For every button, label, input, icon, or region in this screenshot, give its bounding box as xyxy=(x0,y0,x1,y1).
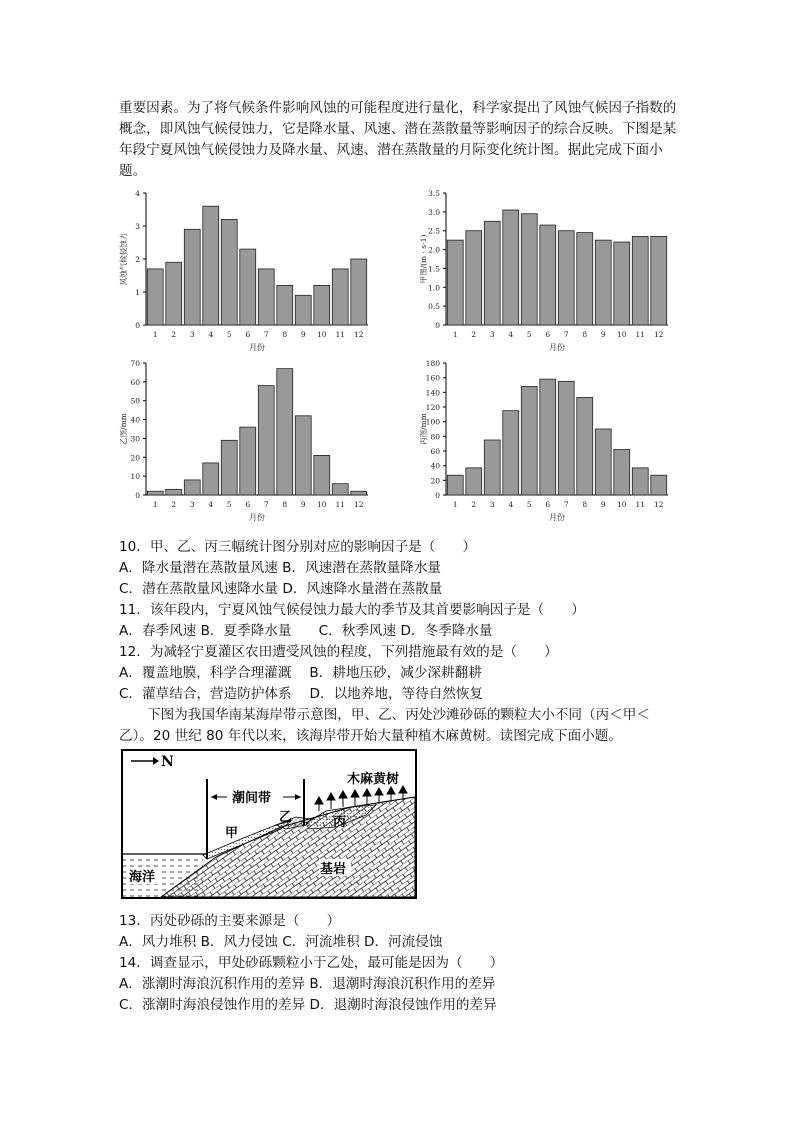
y-tick-label: 3.5 xyxy=(428,189,440,198)
y-tick-label: 60 xyxy=(130,377,140,387)
y-tick-label: 4 xyxy=(135,189,140,198)
bar xyxy=(577,397,593,495)
x-tick-label: 9 xyxy=(600,330,606,339)
bar xyxy=(632,468,648,495)
bar xyxy=(595,240,611,325)
x-tick-label: 3 xyxy=(489,330,495,339)
x-tick-label: 8 xyxy=(582,500,588,509)
x-tick-label: 2 xyxy=(471,500,477,509)
question-14: 14．调查显示，甲处砂砾颗粒小于乙处，最可能是因为（ ） xyxy=(119,955,504,971)
y-tick-label: 0 xyxy=(135,491,140,500)
question-10-options-ab: A．降水量潜在蒸散量风速 B．风速潜在蒸散量降水量 xyxy=(119,560,442,576)
x-tick-label: 6 xyxy=(545,500,551,509)
y-tick-label: 180 xyxy=(425,359,440,368)
tree-label: 木麻黄树 xyxy=(347,772,400,787)
x-axis-label: 月份 xyxy=(249,513,265,522)
x-tick-label: 6 xyxy=(245,330,251,339)
intro2-line2: 乙）。20 世纪 80 年代以来，该海岸带开始大量种植木麻黄树。读图完成下面小题。 xyxy=(119,728,622,744)
x-tick-label: 1 xyxy=(452,330,458,339)
y-tick-label: 40 xyxy=(130,415,140,425)
question-13-options: A．风力堆积 B．风力侵蚀 C．河流堆积 D．河流侵蚀 xyxy=(119,934,443,950)
x-tick-label: 2 xyxy=(471,330,477,339)
label-jia: 甲 xyxy=(225,826,239,841)
bar xyxy=(258,386,274,495)
x-tick-label: 12 xyxy=(653,330,664,339)
bar xyxy=(651,475,667,495)
y-tick-label: 1 xyxy=(135,288,140,297)
bar xyxy=(484,221,500,325)
x-tick-label: 7 xyxy=(263,330,269,339)
y-tick-label: 3.0 xyxy=(428,207,440,217)
x-tick-label: 5 xyxy=(226,500,232,509)
x-tick-label: 9 xyxy=(300,330,306,339)
bar xyxy=(258,269,274,325)
bar xyxy=(521,386,537,495)
y-tick-label: 30 xyxy=(130,434,140,444)
bar xyxy=(632,236,648,325)
bar xyxy=(503,210,519,325)
x-tick-label: 4 xyxy=(208,330,214,339)
question-14-options-ab: A．涨潮时海浪沉积作用的差异 B．退潮时海浪沉积作用的差异 xyxy=(119,976,496,992)
bar xyxy=(147,491,163,495)
bar xyxy=(314,455,330,495)
x-tick-label: 1 xyxy=(152,500,158,509)
x-tick-label: 3 xyxy=(189,330,195,339)
y-tick-label: 2.5 xyxy=(428,226,440,236)
question-12-options-cd: C．灌草结合，营造防护体系 D．以地养地，等待自然恢复 xyxy=(119,686,484,702)
label-bedrock: 基岩 xyxy=(320,862,347,877)
intro-paragraph: 重要因素。为了将气候条件影响风蚀的可能程度进行量化，科学家提出了风蚀气候因子指数的概念，即风蚀气候侵蚀力，它是降水量、风速、潜在蒸散量等影响因子的综合反映。下图是某年段宁夏风蚀气候侵蚀力及降水量、风速、潜在蒸散量的月际变化统计图。据此完成下面小题。 xyxy=(119,100,677,179)
x-axis-label: 月份 xyxy=(549,343,565,352)
bar xyxy=(503,411,519,495)
x-tick-label: 10 xyxy=(316,330,327,339)
y-tick-label: 60 xyxy=(430,447,440,456)
x-tick-label: 8 xyxy=(582,330,588,339)
x-tick-label: 11 xyxy=(635,330,646,339)
question-14-options-cd: C．涨潮时海浪侵蚀作用的差异 D．退潮时海浪侵蚀作用的差异 xyxy=(119,997,497,1013)
x-tick-label: 9 xyxy=(600,500,606,509)
question-10: 10．甲、乙、丙三幅统计图分别对应的影响因子是（ ） xyxy=(119,539,477,555)
y-tick-label: 20 xyxy=(130,453,140,463)
bar xyxy=(466,468,482,495)
bar xyxy=(240,249,256,325)
bar xyxy=(277,369,293,495)
bar xyxy=(221,440,237,495)
x-tick-label: 9 xyxy=(300,500,306,509)
x-tick-label: 6 xyxy=(545,330,551,339)
coast-diagram xyxy=(121,749,417,899)
y-tick-label: 80 xyxy=(430,432,440,442)
bar xyxy=(295,416,311,495)
y-tick-label: 40 xyxy=(430,461,440,471)
y-tick-label: 70 xyxy=(130,359,140,368)
bar xyxy=(314,285,330,325)
north-label: N xyxy=(161,754,174,770)
bar xyxy=(447,475,463,495)
x-tick-label: 7 xyxy=(563,500,569,509)
bar xyxy=(540,225,556,325)
y-tick-label: 20 xyxy=(430,476,440,486)
x-tick-label: 7 xyxy=(563,330,569,339)
x-tick-label: 8 xyxy=(282,330,288,339)
x-tick-label: 7 xyxy=(263,500,269,509)
chart-erosivity xyxy=(110,185,380,360)
question-10-options-cd: C．潜在蒸散量风速降水量 D．风速降水量潜在蒸散量 xyxy=(119,581,443,597)
x-tick-label: 12 xyxy=(353,500,364,509)
y-tick-label: 0.5 xyxy=(428,302,440,312)
x-axis-label: 月份 xyxy=(549,513,565,522)
label-yi: 乙 xyxy=(279,810,293,825)
bar xyxy=(203,206,219,325)
label-bing: 丙 xyxy=(333,815,347,830)
bar xyxy=(521,214,537,325)
bar xyxy=(447,240,463,325)
y-tick-label: 100 xyxy=(425,417,440,427)
y-axis-label: 乙图/mm xyxy=(119,413,128,445)
bar xyxy=(484,440,500,495)
x-tick-label: 2 xyxy=(171,500,177,509)
bar xyxy=(595,429,611,495)
y-tick-label: 10 xyxy=(130,472,140,482)
y-tick-label: 3 xyxy=(135,222,140,231)
label-ocean: 海洋 xyxy=(129,870,156,885)
x-tick-label: 5 xyxy=(226,330,232,339)
question-13: 13．丙处砂砾的主要来源是（ ） xyxy=(119,913,341,929)
x-tick-label: 4 xyxy=(508,330,514,339)
y-tick-label: 1.5 xyxy=(428,264,440,274)
x-tick-label: 8 xyxy=(282,500,288,509)
bar xyxy=(540,379,556,495)
x-tick-label: 12 xyxy=(653,500,664,509)
question-12-options-ab: A．覆盖地膜，科学合理灌溉 B．耕地压砂，减少深耕翻耕 xyxy=(119,665,482,681)
x-tick-label: 3 xyxy=(489,500,495,509)
intertidal-label: 潮间带 xyxy=(232,791,272,806)
bar xyxy=(203,463,219,495)
x-tick-label: 10 xyxy=(316,500,327,509)
bar xyxy=(577,233,593,325)
bar xyxy=(166,489,182,495)
x-tick-label: 6 xyxy=(245,500,251,509)
y-tick-label: 140 xyxy=(425,388,440,398)
question-11-options: A．春季风速 B．夏季降水量 C．秋季风速 D．冬季降水量 xyxy=(119,623,493,639)
bar xyxy=(466,231,482,325)
y-tick-label: 0 xyxy=(435,321,440,330)
question-12: 12．为减轻宁夏灌区农田遭受风蚀的程度，下列措施最有效的是（ ） xyxy=(119,644,558,660)
x-tick-label: 10 xyxy=(616,500,627,509)
x-tick-label: 11 xyxy=(635,500,646,509)
bar xyxy=(558,381,574,495)
bar xyxy=(166,262,182,325)
bar xyxy=(651,236,667,325)
x-tick-label: 4 xyxy=(208,500,214,509)
x-tick-label: 12 xyxy=(353,330,364,339)
x-tick-label: 11 xyxy=(335,500,346,509)
y-tick-label: 50 xyxy=(130,396,140,406)
bar xyxy=(184,229,200,325)
x-tick-label: 1 xyxy=(452,500,458,509)
x-tick-label: 5 xyxy=(526,500,532,509)
bar xyxy=(614,242,630,325)
y-tick-label: 1.0 xyxy=(428,283,440,293)
x-tick-label: 4 xyxy=(508,500,514,509)
x-tick-label: 3 xyxy=(189,500,195,509)
chart-bing xyxy=(410,355,680,530)
bar xyxy=(351,259,367,325)
x-axis-label: 月份 xyxy=(249,343,265,352)
y-axis-label: 风蚀气候侵蚀力 xyxy=(119,232,128,286)
bar xyxy=(221,219,237,325)
bar xyxy=(558,231,574,325)
bar xyxy=(332,484,348,495)
y-tick-label: 0 xyxy=(435,491,440,500)
bar xyxy=(332,269,348,325)
y-tick-label: 160 xyxy=(425,373,440,383)
y-axis-label: 甲图/(m · s-1) xyxy=(419,234,428,284)
chart-jia xyxy=(410,185,680,360)
question-11: 11．该年段内，宁夏风蚀气候侵蚀力最大的季节及其首要影响因子是（ ） xyxy=(119,602,585,618)
bar xyxy=(295,295,311,325)
bar xyxy=(614,450,630,495)
y-tick-label: 2.0 xyxy=(428,245,440,255)
bar xyxy=(277,285,293,325)
x-tick-label: 2 xyxy=(171,330,177,339)
bar xyxy=(351,491,367,495)
y-tick-label: 0 xyxy=(135,321,140,330)
intro2-line1: 下图为我国华南某海岸带示意图，甲、乙、丙处沙滩砂砾的颗粒大小不同（丙＜甲＜ xyxy=(147,707,650,723)
x-tick-label: 5 xyxy=(526,330,532,339)
bar xyxy=(240,427,256,495)
y-tick-label: 2 xyxy=(135,255,140,264)
x-tick-label: 1 xyxy=(152,330,158,339)
bar xyxy=(147,269,163,325)
y-axis-label: 丙图/mm xyxy=(419,413,428,445)
bar xyxy=(184,480,200,495)
y-tick-label: 120 xyxy=(425,403,440,412)
x-tick-label: 11 xyxy=(335,330,346,339)
chart-yi xyxy=(110,355,380,530)
x-tick-label: 10 xyxy=(616,330,627,339)
